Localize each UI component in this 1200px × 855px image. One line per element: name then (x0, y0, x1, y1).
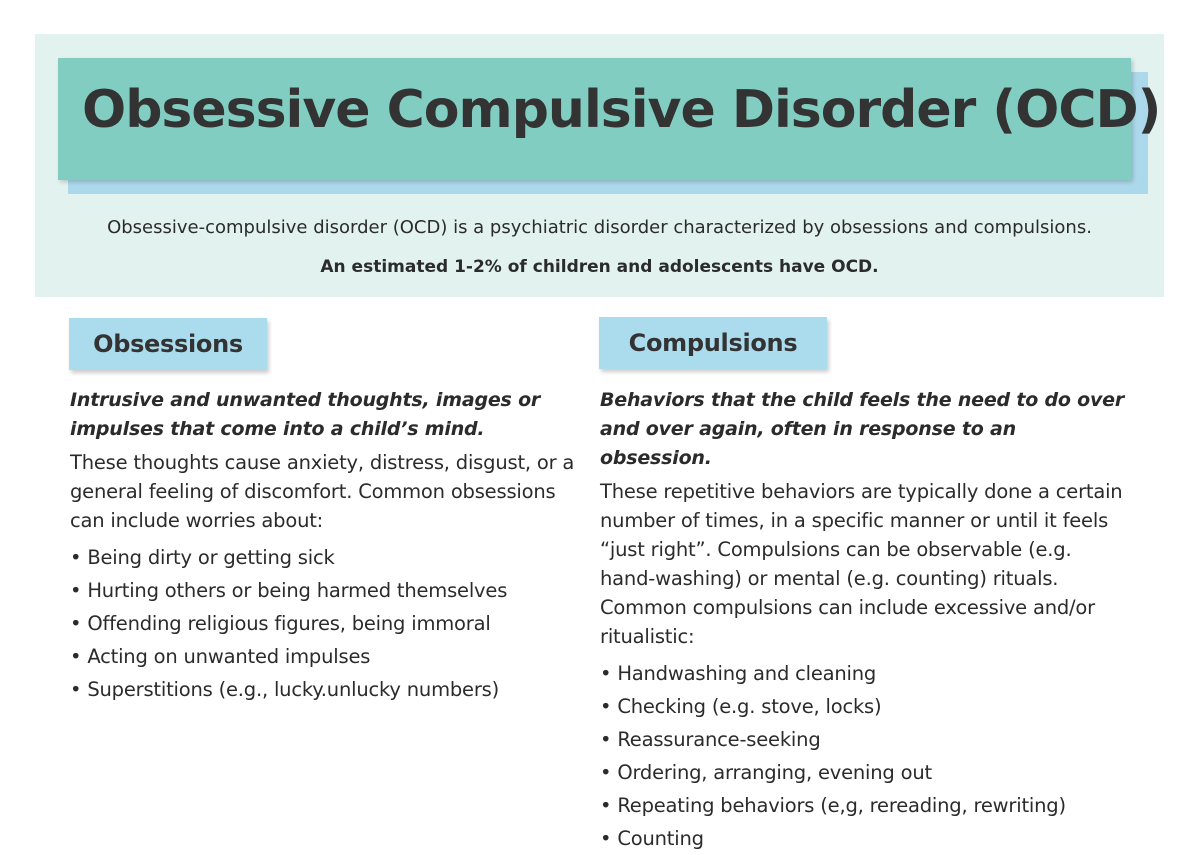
list-item: • Hurting others or being harmed themselves (70, 574, 580, 607)
obsessions-body: These thoughts cause anxiety, distress, disgust, or a general feeling of discomfort. Common obsessions can include worries about: (70, 451, 575, 532)
list-item: • Handwashing and cleaning (600, 657, 1130, 690)
page-title: Obsessive Compulsive Disorder (OCD) (82, 80, 1161, 140)
compulsions-lede: Behaviors that the child feels the need to do over and over again, often in response to an obsession. (600, 389, 1125, 469)
compulsions-body: These repetitive behaviors are typically done a certain number of times, in a specific manner or until it feels “just right”. Compulsions can be observable (e.g. hand-washing) or mental (e.g. counting) rituals. Common compulsions can include excessive and/or ritualistic: (600, 480, 1123, 648)
list-item: • Checking (e.g. stove, locks) (600, 690, 1130, 723)
compulsions-list (600, 657, 1130, 855)
obsessions-column (70, 386, 580, 706)
list-item: • Being dirty or getting sick (70, 541, 580, 574)
obsessions-list (70, 541, 580, 706)
title-box (58, 58, 1161, 180)
list-item: • Repeating behaviors (e,g, rereading, rewriting) (600, 789, 1130, 822)
list-item: • Reassurance-seeking (600, 723, 1130, 756)
list-item: • Superstitions (e.g., lucky.unlucky numbers) (70, 673, 580, 706)
compulsions-column (600, 386, 1130, 855)
obsessions-heading: Obsessions (93, 330, 243, 358)
obsessions-lede: Intrusive and unwanted thoughts, images or impulses that come into a child’s mind. (70, 389, 541, 440)
compulsions-heading-box (599, 317, 827, 369)
list-item: • Ordering, arranging, evening out (600, 756, 1130, 789)
prevalence-text: An estimated 1-2% of children and adolescents have OCD. (320, 257, 879, 277)
obsessions-heading-box (69, 318, 267, 370)
list-item: • Offending religious figures, being immoral (70, 607, 580, 640)
definition-text: Obsessive-compulsive disorder (OCD) is a psychiatric disorder characterized by obsessions and compulsions. (107, 217, 1092, 238)
list-item: • Acting on unwanted impulses (70, 640, 580, 673)
compulsions-heading: Compulsions (628, 329, 798, 357)
list-item: • Counting (600, 822, 1130, 855)
